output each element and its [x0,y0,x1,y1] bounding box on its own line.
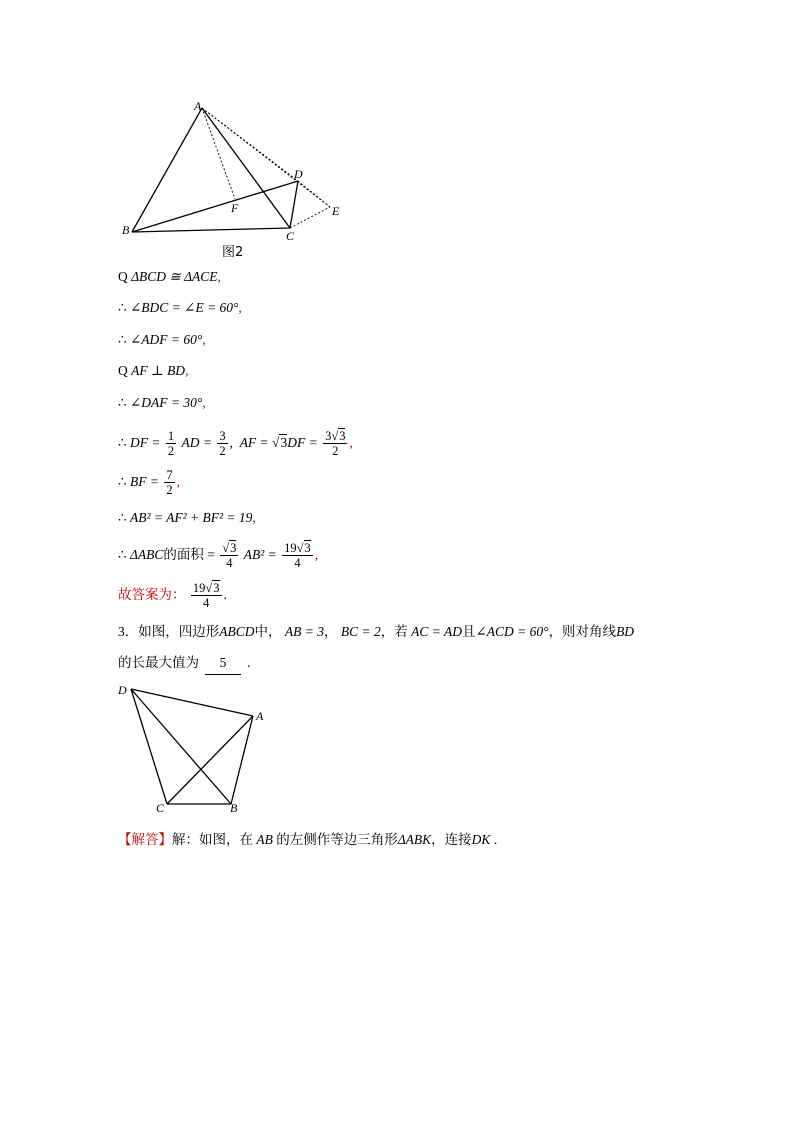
segment-AD [202,108,298,181]
label-D: D [294,167,303,181]
label-C: C [156,801,165,815]
label-D: D [118,683,127,697]
label-E: E [332,204,340,218]
proof-line-5: ∴ ∠DAF = 30°, [118,395,206,410]
segment-CE [290,207,330,228]
proof-line-7: ∴ BF = $\frac{7}{2}$ , [118,468,180,498]
answer-line: 故答案为： $\frac{19√3}{4}$ . [118,581,227,611]
proof-line-9: ∴ ΔABC的面积 = $\frac{√3}{4}$ AB² = $\frac{19√3}{4}$ , [118,541,319,571]
segment-AE [202,108,330,207]
segment-AF [202,108,235,199]
segment-DC [131,689,167,804]
proof-line-8: ∴ AB² = AF² + BF² = 19, [118,510,256,525]
label-A: A [256,709,264,723]
segment-BC [132,228,290,232]
segment-DC [290,181,298,228]
question-3-line-1: 3．如图，四边形ABCD中， AB = 3， BC = 2，若 AC = AD且∠ACD = 60°，则对角线BD [118,624,635,640]
proof-line-1: Q ΔBCD ≅ ΔACE, [118,269,221,284]
segment-DB [131,689,231,804]
figure-2-caption: 图2 [222,245,244,260]
dashed-lines [202,108,330,228]
proof-line-4: Q AF ⊥ BD, [118,363,189,378]
segment-AB [231,716,253,804]
figure-2-diagram [118,95,358,245]
label-B: B [230,801,238,815]
segment-DE [298,181,330,207]
answer-blank: 5 [205,652,241,675]
question-3-line-2: 的长最大值为 5 . [118,652,250,674]
proof-line-6: ∴ DF = $\frac{1}{2}$ AD = $\frac{3}{2}$ , AF = √3DF = $\frac{3√3}{2}$ , [118,429,353,459]
solution-line: 【解答】解：如图，在 AB 的左侧作等边三角形ΔABK，连接DK . [118,832,498,848]
label-C: C [286,229,295,243]
label-F: F [231,201,239,215]
proof-line-2: ∴ ∠BDC = ∠E = 60°, [118,300,242,315]
segment-DA [131,689,253,716]
figure-3-diagram [112,680,282,815]
solid-lines [132,108,298,232]
proof-line-3: ∴ ∠ADF = 60°, [118,332,206,347]
label-B: B [122,223,130,237]
segment-AC [202,108,290,228]
label-A: A [194,99,202,113]
segment-AC [167,716,253,804]
